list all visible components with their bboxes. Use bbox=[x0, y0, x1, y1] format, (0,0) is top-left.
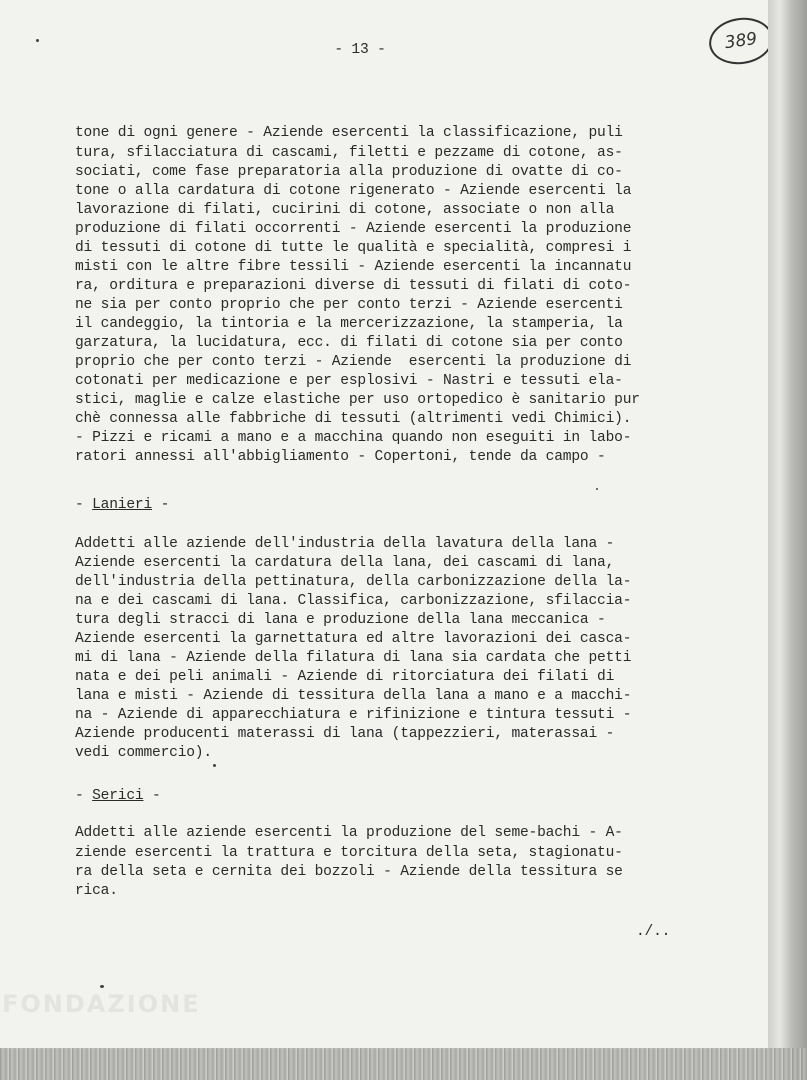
lanieri-line: na e dei cascami di lana. Classifica, carbonizzazione, sfilaccia- bbox=[75, 593, 632, 609]
lanieri-line: dell'industria della pettinatura, della carbonizzazione della la- bbox=[75, 574, 632, 590]
serici-line: ziende esercenti la trattura e torcitura della seta, stagionatu- bbox=[75, 845, 623, 861]
intro-line: garzatura, la lucidatura, ecc. di filati di cotone sia per conto bbox=[75, 335, 623, 351]
intro-line: stici, maglie e calze elastiche per uso ortopedico è sanitario pur bbox=[75, 392, 640, 408]
scan-speck bbox=[596, 488, 598, 490]
scan-speck bbox=[36, 39, 39, 42]
section-heading-lanieri bbox=[75, 497, 169, 513]
lanieri-line: vedi commercio). bbox=[75, 745, 212, 761]
serici-line: Addetti alle aziende esercenti la produzione del seme-bachi - A- bbox=[75, 825, 623, 841]
lanieri-line: nata e dei peli animali - Aziende di ritorciatura dei filati di bbox=[75, 669, 615, 685]
continuation-mark: ./.. bbox=[636, 924, 671, 940]
intro-line: chè connessa alle fabbriche di tessuti (altrimenti vedi Chimici). bbox=[75, 411, 632, 427]
intro-line: - Pizzi e ricami a mano e a macchina quando non eseguiti in labo- bbox=[75, 430, 632, 446]
lanieri-line: na - Aziende di apparecchiatura e rifinizione e tintura tessuti - bbox=[75, 707, 632, 723]
intro-line: tura, sfilacciatura di cascami, filetti e pezzame di cotone, as- bbox=[75, 145, 623, 161]
intro-line: di tessuti di cotone di tutte le qualità e specialità, compresi i bbox=[75, 240, 632, 256]
lanieri-line: mi di lana - Aziende della filatura di lana sia cardata che petti bbox=[75, 650, 632, 666]
heading-dash: - bbox=[75, 788, 93, 804]
scan-speck bbox=[100, 985, 104, 988]
section-heading-serici bbox=[75, 788, 161, 804]
intro-line: proprio che per conto terzi - Aziende esercenti la produzione di bbox=[75, 354, 632, 370]
intro-line: ra, orditura e preparazioni diverse di tessuti di filati di coto- bbox=[75, 278, 632, 294]
intro-line: cotonati per medicazione e per esplosivi - Nastri e tessuti ela- bbox=[75, 373, 623, 389]
scan-edge-bottom bbox=[0, 1048, 807, 1080]
heading-dash: - bbox=[152, 497, 170, 513]
heading-title: Serici bbox=[92, 788, 144, 804]
lanieri-line: Aziende producenti materassi di lana (tappezzieri, materassai - bbox=[75, 726, 615, 742]
lanieri-line: Aziende esercenti la cardatura della lana, dei cascami di lana, bbox=[75, 555, 615, 571]
intro-line: produzione di filati occorrenti - Aziende esercenti la produzione bbox=[75, 221, 632, 237]
scan-edge-right bbox=[768, 0, 807, 1080]
intro-line: sociati, come fase preparatoria alla produzione di ovatte di co- bbox=[75, 164, 623, 180]
intro-line: ne sia per conto proprio che per conto terzi - Aziende esercenti bbox=[75, 297, 623, 313]
scan-speck bbox=[213, 764, 216, 767]
serici-line: rica. bbox=[75, 883, 118, 899]
intro-line: tone di ogni genere - Aziende esercenti la classificazione, puli bbox=[75, 125, 623, 141]
lanieri-line: tura degli stracci di lana e produzione della lana meccanica - bbox=[75, 612, 606, 628]
intro-line: lavorazione di filati, cucirini di cotone, associate o non alla bbox=[75, 202, 615, 218]
intro-line: tone o alla cardatura di cotone rigenerato - Aziende esercenti la bbox=[75, 183, 632, 199]
heading-title: Lanieri bbox=[92, 497, 153, 513]
page-number: - 13 - bbox=[334, 42, 386, 58]
lanieri-line: lana e misti - Aziende di tessitura della lana a mano e a macchi- bbox=[75, 688, 632, 704]
serici-line: ra della seta e cernita dei bozzoli - Aziende della tessitura se bbox=[75, 864, 623, 880]
archive-number-stamp: 389 bbox=[706, 14, 770, 68]
heading-dash: - bbox=[75, 497, 93, 513]
archive-watermark: FONDAZIONE bbox=[2, 990, 201, 1018]
heading-dash: - bbox=[143, 788, 161, 804]
intro-line: il candeggio, la tintoria e la mercerizzazione, la stamperia, la bbox=[75, 316, 623, 332]
lanieri-line: Aziende esercenti la garnettatura ed altre lavorazioni dei casca- bbox=[75, 631, 632, 647]
intro-line: ratori annessi all'abbigliamento - Copertoni, tende da campo - bbox=[75, 449, 606, 465]
lanieri-line: Addetti alle aziende dell'industria della lavatura della lana - bbox=[75, 536, 615, 552]
intro-line: misti con le altre fibre tessili - Aziende esercenti la incannatu bbox=[75, 259, 632, 275]
